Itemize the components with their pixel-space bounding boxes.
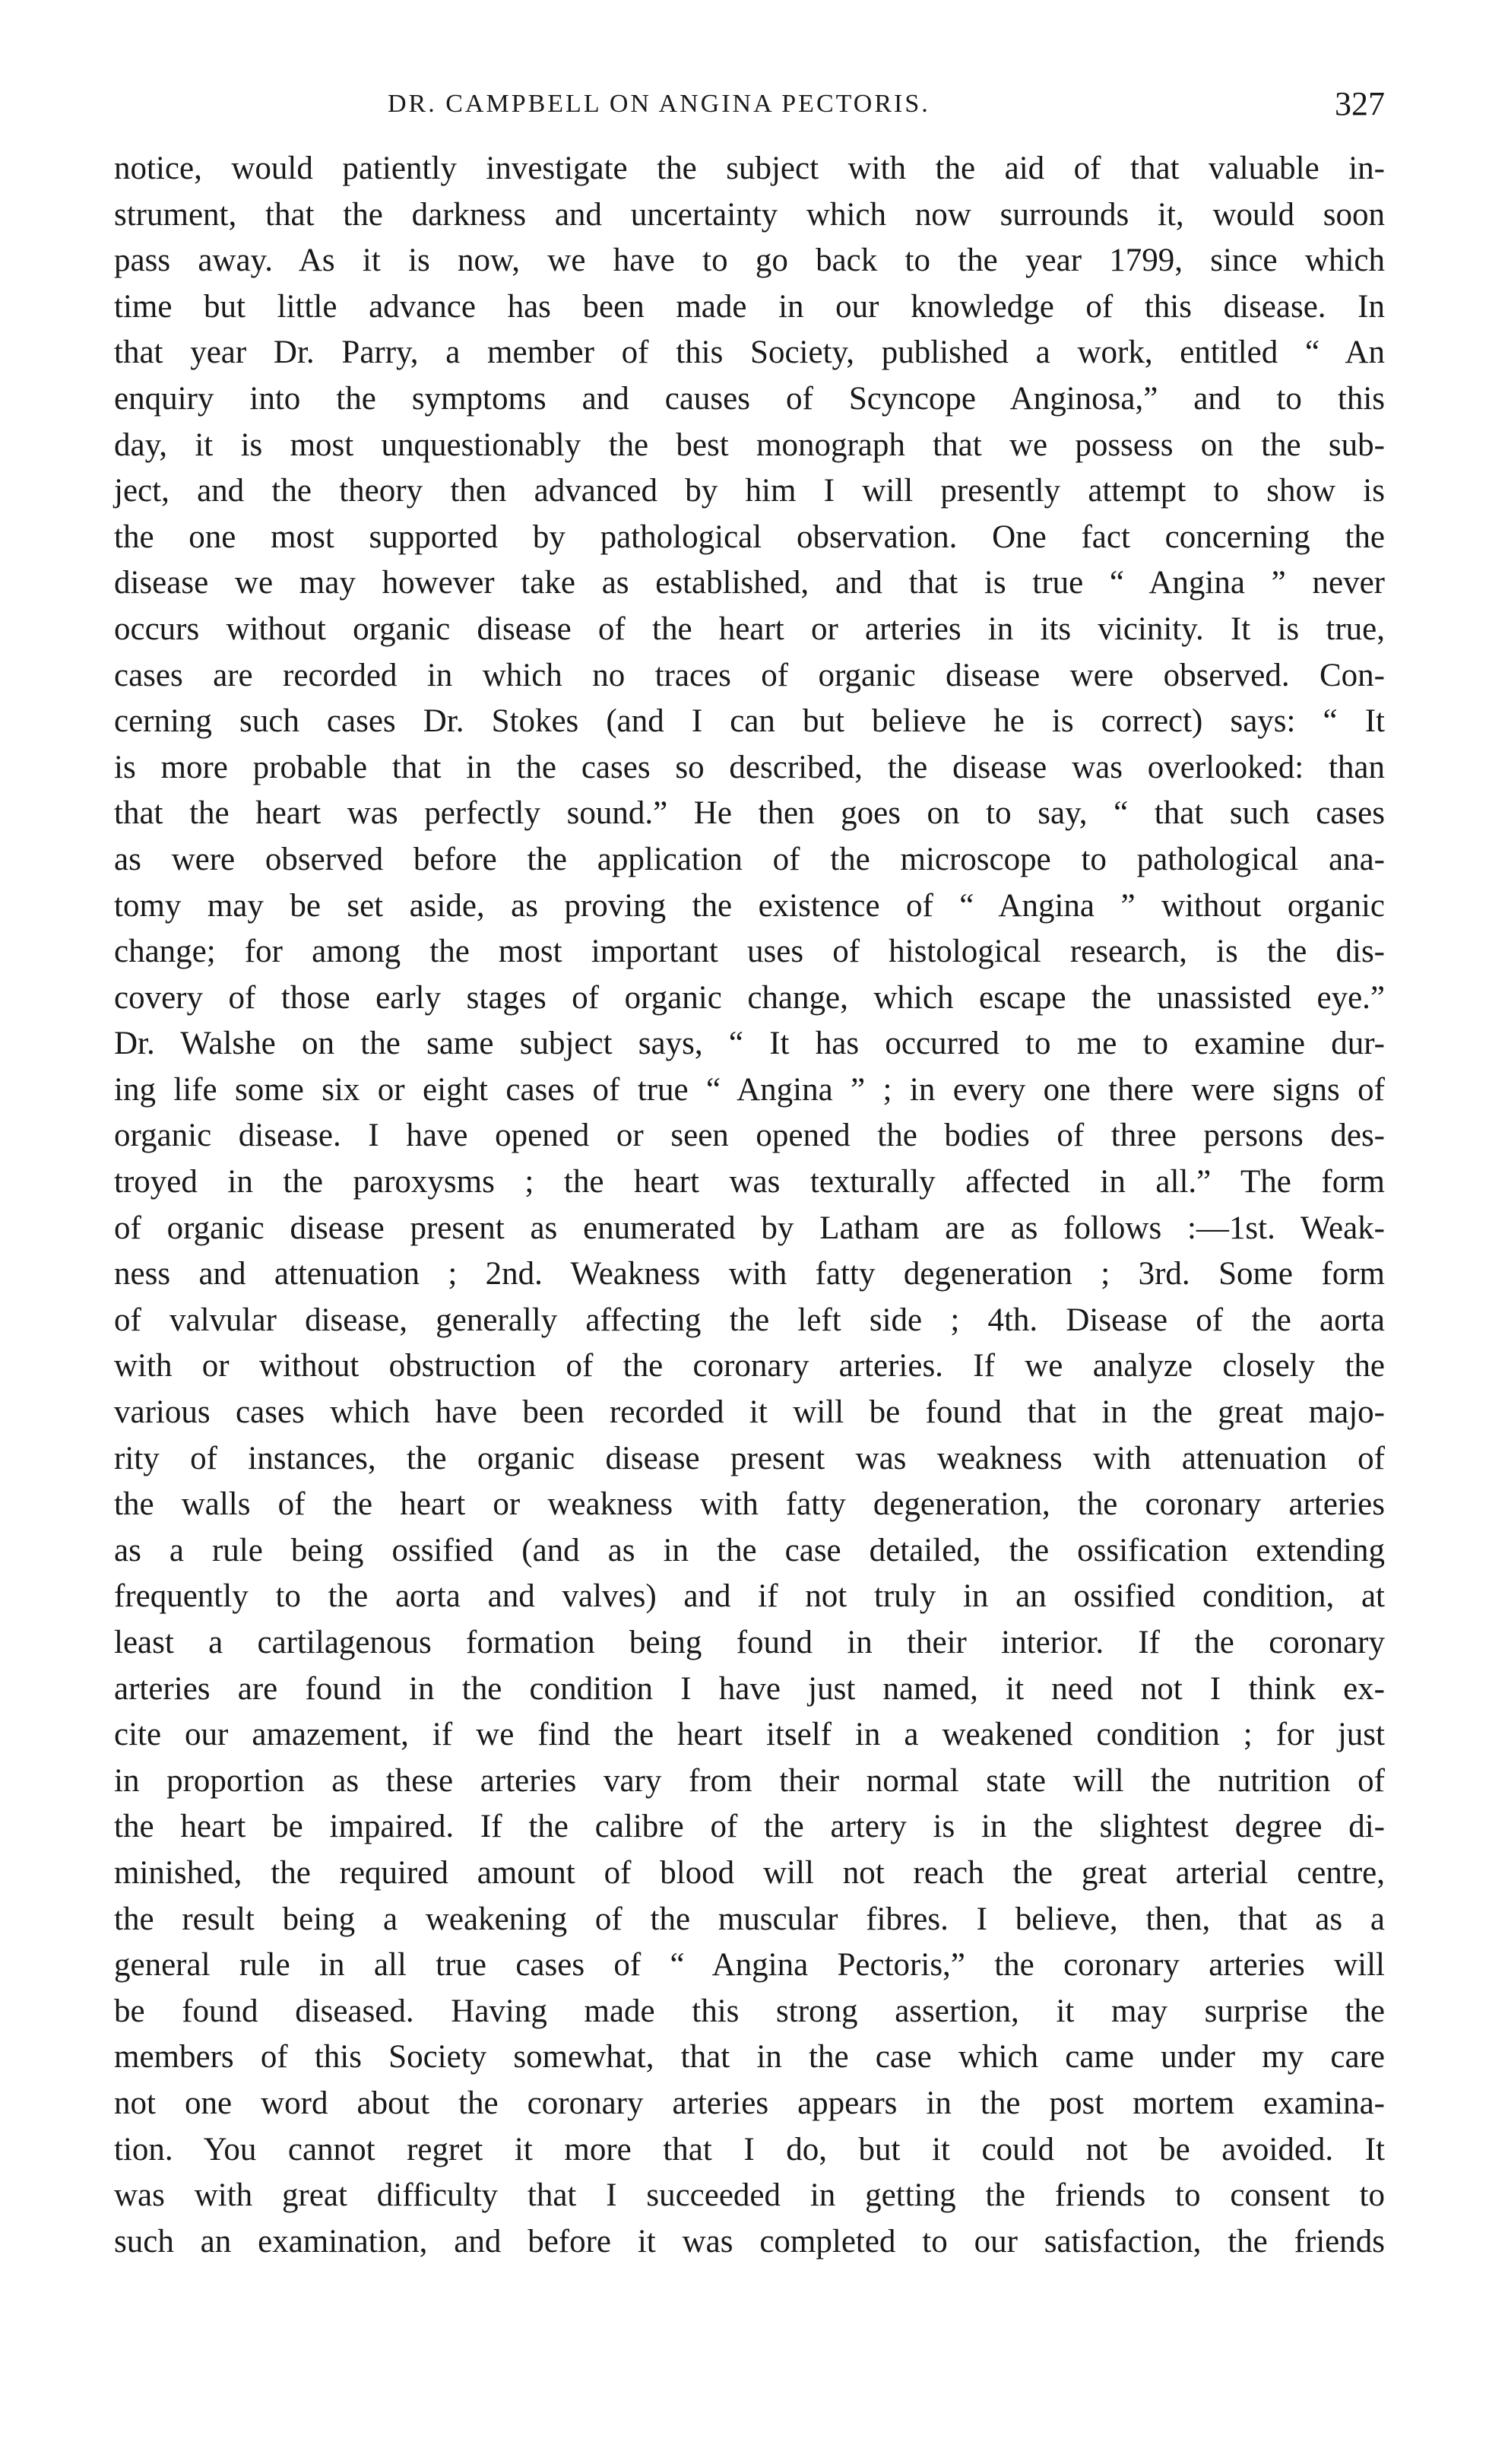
text-line: in proportion as these arteries vary from their normal state will the nutrition of [114, 1762, 1385, 1799]
running-title: DR. CAMPBELL ON ANGINA PECTORIS. [388, 90, 930, 118]
text-line: that the heart was perfectly sound.” He then goes on to say, “ that such cases [114, 795, 1385, 832]
text-line: day, it is most unquestionably the best monograph that we possess on the sub- [114, 427, 1385, 463]
text-line: change; for among the most important uses of histological research, is the dis- [114, 934, 1385, 970]
text-line: the heart be impaired. If the calibre of the artery is in the slightest degree di- [114, 1809, 1385, 1845]
text-line: frequently to the aorta and valves) and if not truly in an ossified condition, at [114, 1578, 1385, 1615]
text-line: the one most supported by pathological observation. One fact concerning the [114, 518, 1385, 555]
text-line: various cases which have been recorded it will be found that in the great majo- [114, 1394, 1385, 1431]
text-line: with or without obstruction of the coronary arteries. If we analyze closely the [114, 1348, 1385, 1384]
text-line: members of this Society somewhat, that in the case which came under my care [114, 2039, 1385, 2076]
text-line: cerning such cases Dr. Stokes (and I can but believe he is correct) says: “ It [114, 703, 1385, 740]
text-line: arteries are found in the condition I have just named, it need not I think ex- [114, 1670, 1385, 1707]
text-line: occurs without organic disease of the heart or arteries in its vicinity. It is true, [114, 610, 1385, 647]
text-line: notice, would patiently investigate the subject with the aid of that valuable in- [114, 151, 1385, 186]
text-line: enquiry into the symptoms and causes of Scyncope Anginosa,” and to this [114, 380, 1385, 417]
text-line: general rule in all true cases of “ Angina Pectoris,” the coronary arteries will [114, 1947, 1385, 1984]
text-line: strument, that the darkness and uncertainty which now surrounds it, would soon [114, 196, 1385, 233]
text-line: rity of instances, the organic disease present was weakness with attenuation of [114, 1440, 1385, 1476]
text-line: tomy may be set aside, as proving the existence of “ Angina ” without organic [114, 887, 1385, 924]
text-line: such an examination, and before it was completed to our satisfaction, the friends [114, 2223, 1385, 2259]
page-number: 327 [1335, 85, 1385, 122]
running-head [114, 78, 1385, 131]
text-line: cite our amazement, if we find the heart itself in a weakened condition ; for just [114, 1717, 1385, 1753]
text-line: was with great difficulty that I succeeded in getting the friends to consent to [114, 2177, 1385, 2214]
text-line: least a cartilagenous formation being found in their interior. If the coronary [114, 1625, 1385, 1660]
text-line: disease we may however take as established, and that is true “ Angina ” never [114, 565, 1385, 601]
text-line: of organic disease present as enumerated by Latham are as follows :—1st. Weak- [114, 1210, 1385, 1246]
text-line: that year Dr. Parry, a member of this Society, published a work, entitled “ An [114, 335, 1385, 371]
text-line: ing life some six or eight cases of true “ Angina ” ; in every one there were signs of [114, 1071, 1385, 1108]
text-line: the result being a weakening of the muscular fibres. I believe, then, that as a [114, 1901, 1385, 1937]
text-line: tion. You cannot regret it more that I do, but it could not be avoided. It [114, 2131, 1385, 2167]
text-line: troyed in the paroxysms ; the heart was texturally affected in all.” The form [114, 1164, 1385, 1200]
text-line: minished, the required amount of blood will not reach the great arterial centre, [114, 1854, 1385, 1891]
text-line: time but little advance has been made in our knowledge of this disease. In [114, 288, 1385, 325]
text-line: ness and attenuation ; 2nd. Weakness with fatty degeneration ; 3rd. Some form [114, 1256, 1385, 1292]
text-line: be found diseased. Having made this strong assertion, it may surprise the [114, 1993, 1385, 2029]
text-line: Dr. Walshe on the same subject says, “ It has occurred to me to examine dur- [114, 1026, 1385, 1062]
text-line: is more probable that in the cases so described, the disease was overlooked: than [114, 749, 1385, 785]
body-text [114, 146, 1385, 2265]
text-line: covery of those early stages of organic change, which escape the unassisted eye.” [114, 979, 1385, 1016]
text-line: the walls of the heart or weakness with fatty degeneration, the coronary arteries [114, 1486, 1385, 1523]
text-line: as were observed before the application of the microscope to pathological ana- [114, 841, 1385, 877]
text-line: cases are recorded in which no traces of organic disease were observed. Con- [114, 657, 1385, 693]
text-line: as a rule being ossified (and as in the case detailed, the ossification extending [114, 1532, 1385, 1568]
text-line: not one word about the coronary arteries appears in the post mortem examina- [114, 2085, 1385, 2121]
text-line: pass away. As it is now, we have to go back to the year 1799, since which [114, 243, 1385, 279]
text-line: of valvular disease, generally affecting the left side ; 4th. Disease of the aorta [114, 1302, 1385, 1338]
text-line: organic disease. I have opened or seen opened the bodies of three persons des- [114, 1118, 1385, 1154]
text-line: ject, and the theory then advanced by him I will presently attempt to show is [114, 473, 1385, 509]
